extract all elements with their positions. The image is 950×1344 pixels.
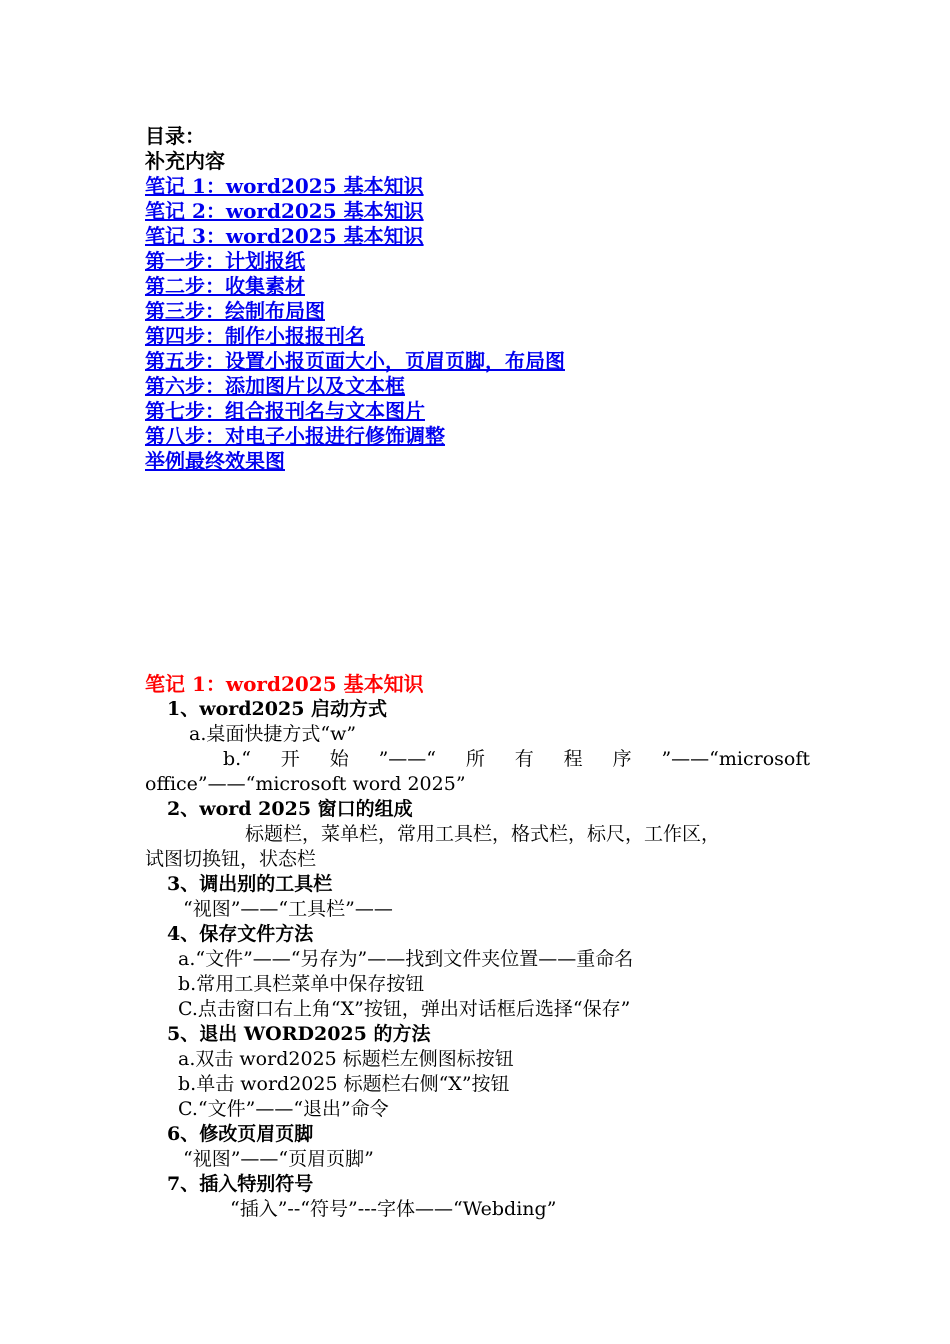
toc-link-note-3[interactable]: 笔记 3：word2025 基本知识 [145, 224, 424, 248]
toc-link-step-4[interactable]: 第四步：制作小报报刊名 [145, 324, 365, 348]
section-5-item-c: C.“文件”——“退出”命令 [178, 1098, 389, 1120]
section-7-heading: 7、插入特别符号 [167, 1173, 314, 1195]
section-1-item-a: a.桌面快捷方式“w” [189, 723, 357, 745]
section-4-heading: 4、保存文件方法 [167, 923, 314, 945]
section-2-heading: 2、word 2025 窗口的组成 [167, 798, 413, 820]
toc-link-step-2[interactable]: 第二步：收集素材 [145, 274, 305, 298]
toc-link-step-5[interactable]: 第五步：设置小报页面大小，页眉页脚，布局图 [145, 349, 565, 373]
note-1-section [145, 672, 810, 1222]
toc-link-final-example[interactable]: 举例最终效果图 [145, 449, 285, 473]
section-5-item-a: a.双击 word2025 标题栏左侧图标按钮 [178, 1048, 514, 1070]
section-4-item-c: C.点击窗口右上角“X”按钮，弹出对话框后选择“保存” [178, 998, 631, 1020]
toc-link-step-3[interactable]: 第三步：绘制布局图 [145, 299, 325, 323]
section-3-line-1: “视图”——“工具栏”—— [183, 898, 393, 920]
toc-link-step-8[interactable]: 第八步：对电子小报进行修饰调整 [145, 424, 445, 448]
section-3-heading: 3、调出别的工具栏 [167, 873, 333, 895]
section-5-item-b: b.单击 word2025 标题栏右侧“X”按钮 [178, 1073, 510, 1095]
section-1-heading: 1、word2025 启动方式 [167, 698, 388, 720]
toc-supplement: 补充内容 [145, 149, 225, 173]
table-of-contents [145, 124, 565, 474]
section-2-line-2: 试图切换钮，状态栏 [145, 848, 317, 870]
toc-link-step-7[interactable]: 第七步：组合报刊名与文本图片 [145, 399, 425, 423]
section-2-line-1: 标题栏，菜单栏，常用工具栏，格式栏，标尺，工作区， [245, 823, 721, 845]
toc-link-note-2[interactable]: 笔记 2：word2025 基本知识 [145, 199, 424, 223]
section-6-line-1: “视图”——“页眉页脚” [183, 1148, 374, 1170]
section-4-item-a: a.“文件”——“另存为”——找到文件夹位置——重命名 [178, 948, 634, 970]
toc-link-note-1[interactable]: 笔记 1：word2025 基本知识 [145, 174, 424, 198]
note-1-title: 笔记 1：word2025 基本知识 [145, 672, 424, 696]
toc-link-step-6[interactable]: 第六步：添加图片以及文本框 [145, 374, 405, 398]
toc-heading: 目录： [145, 124, 205, 148]
section-4-item-b: b.常用工具栏菜单中保存按钮 [178, 973, 425, 995]
section-1-item-b-line-1: b.“开始”——“所有程序”——“microsoft [223, 748, 810, 770]
section-6-heading: 6、修改页眉页脚 [167, 1123, 314, 1145]
section-5-heading: 5、退出 WORD2025 的方法 [167, 1023, 431, 1045]
toc-link-step-1[interactable]: 第一步：计划报纸 [145, 249, 305, 273]
section-1-item-b-line-2: office”——“microsoft word 2025” [145, 773, 466, 795]
section-7-line-1: “插入”--“符号”---字体——“Webding” [230, 1198, 557, 1220]
